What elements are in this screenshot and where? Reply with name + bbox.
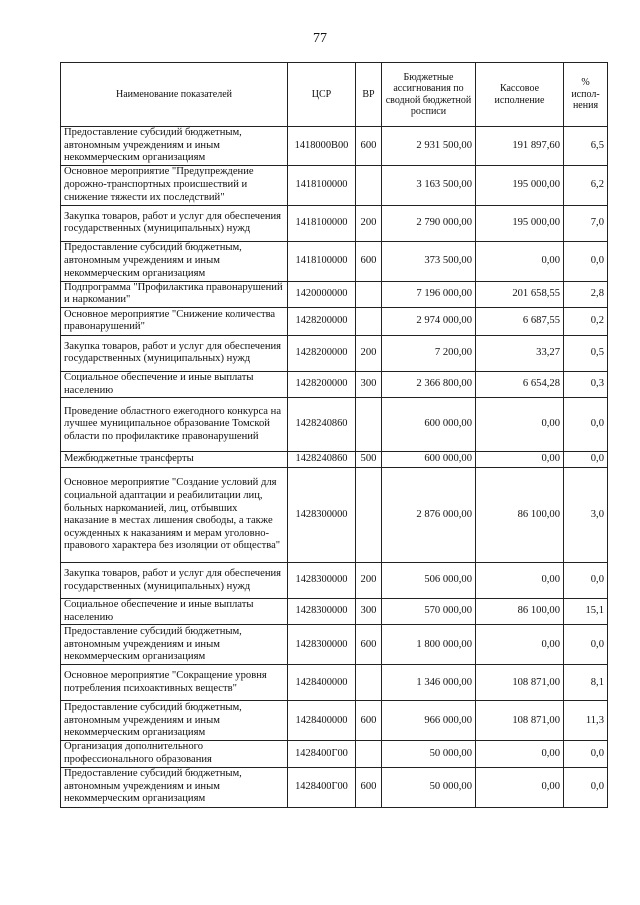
table-header-row	[61, 63, 608, 127]
table-row	[61, 468, 608, 563]
row-name-cell: Предоставление субсидий бюджетным, автономным учреждениям и иным некоммерческим организациям	[61, 625, 288, 665]
row-budget-cell: 50 000,00	[382, 741, 476, 767]
table-row	[61, 701, 608, 741]
header-csr: ЦСР	[288, 63, 356, 127]
row-vr-cell: 500	[356, 452, 382, 468]
row-csr-cell: 1428240860	[288, 452, 356, 468]
row-budget-cell: 570 000,00	[382, 599, 476, 625]
row-vr-cell: 300	[356, 599, 382, 625]
row-csr-cell: 1428300000	[288, 468, 356, 563]
row-cash-cell: 108 871,00	[476, 701, 564, 741]
row-budget-cell: 2 974 000,00	[382, 307, 476, 335]
row-name-cell: Предоставление субсидий бюджетным, автономным учреждениям и иным некоммерческим организациям	[61, 701, 288, 741]
row-budget-cell: 373 500,00	[382, 241, 476, 281]
row-cash-cell: 0,00	[476, 563, 564, 599]
row-name-cell: Закупка товаров, работ и услуг для обеспечения государственных (муниципальных) нужд	[61, 335, 288, 371]
row-cash-cell: 201 658,55	[476, 281, 564, 307]
row-pct-cell: 0,0	[564, 452, 608, 468]
row-name-cell: Предоставление субсидий бюджетным, автономным учреждениям и иным некоммерческим организациям	[61, 767, 288, 807]
table-row	[61, 281, 608, 307]
row-vr-cell: 600	[356, 767, 382, 807]
row-name-cell: Предоставление субсидий бюджетным, автономным учреждениям и иным некоммерческим организациям	[61, 241, 288, 281]
table-row	[61, 767, 608, 807]
row-name-cell: Основное мероприятие "Снижение количества правонарушений"	[61, 307, 288, 335]
row-name-cell: Закупка товаров, работ и услуг для обеспечения государственных (муниципальных) нужд	[61, 563, 288, 599]
row-budget-cell: 2 790 000,00	[382, 205, 476, 241]
table-row	[61, 625, 608, 665]
row-csr-cell: 1428300000	[288, 599, 356, 625]
row-budget-cell: 3 163 500,00	[382, 165, 476, 205]
header-budget: Бюджетные ассигнования по сводной бюджетной росписи	[382, 63, 476, 127]
budget-table	[60, 62, 608, 808]
row-budget-cell: 2 876 000,00	[382, 468, 476, 563]
row-name-cell: Проведение областного ежегодного конкурса на лучшее муниципальное образование Томской области по профилактике правонарушений	[61, 398, 288, 452]
row-csr-cell: 1428200000	[288, 307, 356, 335]
row-pct-cell: 11,3	[564, 701, 608, 741]
row-name-cell: Социальное обеспечение и иные выплаты населению	[61, 599, 288, 625]
row-pct-cell: 6,2	[564, 165, 608, 205]
row-csr-cell: 1428300000	[288, 625, 356, 665]
row-vr-cell: 600	[356, 127, 382, 166]
row-vr-cell	[356, 307, 382, 335]
row-budget-cell: 600 000,00	[382, 452, 476, 468]
row-csr-cell: 1418100000	[288, 241, 356, 281]
row-vr-cell	[356, 165, 382, 205]
row-name-cell: Подпрограмма "Профилактика правонарушений и наркомании"	[61, 281, 288, 307]
row-csr-cell: 1418100000	[288, 205, 356, 241]
row-name-cell: Закупка товаров, работ и услуг для обеспечения государственных (муниципальных) нужд	[61, 205, 288, 241]
row-cash-cell: 108 871,00	[476, 665, 564, 701]
row-cash-cell: 0,00	[476, 767, 564, 807]
row-vr-cell: 200	[356, 335, 382, 371]
header-vr: ВР	[356, 63, 382, 127]
row-budget-cell: 2 931 500,00	[382, 127, 476, 166]
row-budget-cell: 506 000,00	[382, 563, 476, 599]
row-csr-cell: 1428200000	[288, 371, 356, 397]
header-cash: Кассовое исполнение	[476, 63, 564, 127]
header-name: Наименование показателей	[61, 63, 288, 127]
row-pct-cell: 15,1	[564, 599, 608, 625]
row-budget-cell: 1 800 000,00	[382, 625, 476, 665]
row-vr-cell	[356, 741, 382, 767]
row-vr-cell	[356, 665, 382, 701]
page-number: 77	[313, 31, 327, 46]
row-pct-cell: 3,0	[564, 468, 608, 563]
row-vr-cell: 600	[356, 625, 382, 665]
row-name-cell: Социальное обеспечение и иные выплаты населению	[61, 371, 288, 397]
table-row	[61, 741, 608, 767]
table-row	[61, 599, 608, 625]
row-pct-cell: 0,3	[564, 371, 608, 397]
row-cash-cell: 6 687,55	[476, 307, 564, 335]
row-csr-cell: 1428400000	[288, 665, 356, 701]
row-csr-cell: 1428400Г00	[288, 767, 356, 807]
row-pct-cell: 0,5	[564, 335, 608, 371]
table-row	[61, 452, 608, 468]
row-csr-cell: 1428200000	[288, 335, 356, 371]
row-csr-cell: 1428400000	[288, 701, 356, 741]
row-name-cell: Межбюджетные трансферты	[61, 452, 288, 468]
row-cash-cell: 195 000,00	[476, 165, 564, 205]
row-csr-cell: 1420000000	[288, 281, 356, 307]
row-pct-cell: 0,0	[564, 241, 608, 281]
row-vr-cell	[356, 398, 382, 452]
row-pct-cell: 0,0	[564, 563, 608, 599]
table-row	[61, 335, 608, 371]
row-vr-cell: 200	[356, 205, 382, 241]
row-name-cell: Предоставление субсидий бюджетным, автономным учреждениям и иным некоммерческим организациям	[61, 127, 288, 166]
row-budget-cell: 966 000,00	[382, 701, 476, 741]
row-budget-cell: 600 000,00	[382, 398, 476, 452]
row-pct-cell: 0,0	[564, 741, 608, 767]
table-row	[61, 241, 608, 281]
row-cash-cell: 191 897,60	[476, 127, 564, 166]
row-pct-cell: 0,0	[564, 398, 608, 452]
row-name-cell: Основное мероприятие "Создание условий для социальной адаптации и реабилитации лиц, больных наркоманией, лиц, отбывших наказание в местах лишения свободы, а также осужденных к наказаниям и мерам уголовно-правового характера без изоляции от общества"	[61, 468, 288, 563]
row-name-cell: Организация дополнительного профессионального образования	[61, 741, 288, 767]
row-budget-cell: 7 196 000,00	[382, 281, 476, 307]
table-row	[61, 127, 608, 166]
row-pct-cell: 0,0	[564, 767, 608, 807]
row-cash-cell: 33,27	[476, 335, 564, 371]
table-row	[61, 398, 608, 452]
table-row	[61, 371, 608, 397]
table-row	[61, 205, 608, 241]
row-cash-cell: 0,00	[476, 625, 564, 665]
table-row	[61, 563, 608, 599]
row-cash-cell: 0,00	[476, 452, 564, 468]
row-csr-cell: 1418000В00	[288, 127, 356, 166]
row-pct-cell: 8,1	[564, 665, 608, 701]
table-row	[61, 307, 608, 335]
row-budget-cell: 50 000,00	[382, 767, 476, 807]
row-csr-cell: 1428300000	[288, 563, 356, 599]
row-cash-cell: 86 100,00	[476, 468, 564, 563]
row-vr-cell: 200	[356, 563, 382, 599]
row-budget-cell: 2 366 800,00	[382, 371, 476, 397]
row-pct-cell: 0,2	[564, 307, 608, 335]
row-csr-cell: 1428400Г00	[288, 741, 356, 767]
row-budget-cell: 7 200,00	[382, 335, 476, 371]
row-cash-cell: 0,00	[476, 741, 564, 767]
row-vr-cell: 600	[356, 241, 382, 281]
row-name-cell: Основное мероприятие "Предупреждение дорожно-транспортных происшествий и снижение тяжести их последствий"	[61, 165, 288, 205]
header-pct: % испол-нения	[564, 63, 608, 127]
row-pct-cell: 7,0	[564, 205, 608, 241]
row-name-cell: Основное мероприятие "Сокращение уровня потребления психоактивных веществ"	[61, 665, 288, 701]
row-cash-cell: 195 000,00	[476, 205, 564, 241]
row-pct-cell: 6,5	[564, 127, 608, 166]
table-row	[61, 165, 608, 205]
table-row	[61, 665, 608, 701]
row-cash-cell: 6 654,28	[476, 371, 564, 397]
row-pct-cell: 2,8	[564, 281, 608, 307]
row-budget-cell: 1 346 000,00	[382, 665, 476, 701]
row-csr-cell: 1428240860	[288, 398, 356, 452]
row-vr-cell	[356, 281, 382, 307]
row-vr-cell	[356, 468, 382, 563]
row-cash-cell: 0,00	[476, 398, 564, 452]
row-cash-cell: 0,00	[476, 241, 564, 281]
row-pct-cell: 0,0	[564, 625, 608, 665]
row-vr-cell: 300	[356, 371, 382, 397]
row-cash-cell: 86 100,00	[476, 599, 564, 625]
table-body	[61, 127, 608, 808]
row-vr-cell: 600	[356, 701, 382, 741]
row-csr-cell: 1418100000	[288, 165, 356, 205]
